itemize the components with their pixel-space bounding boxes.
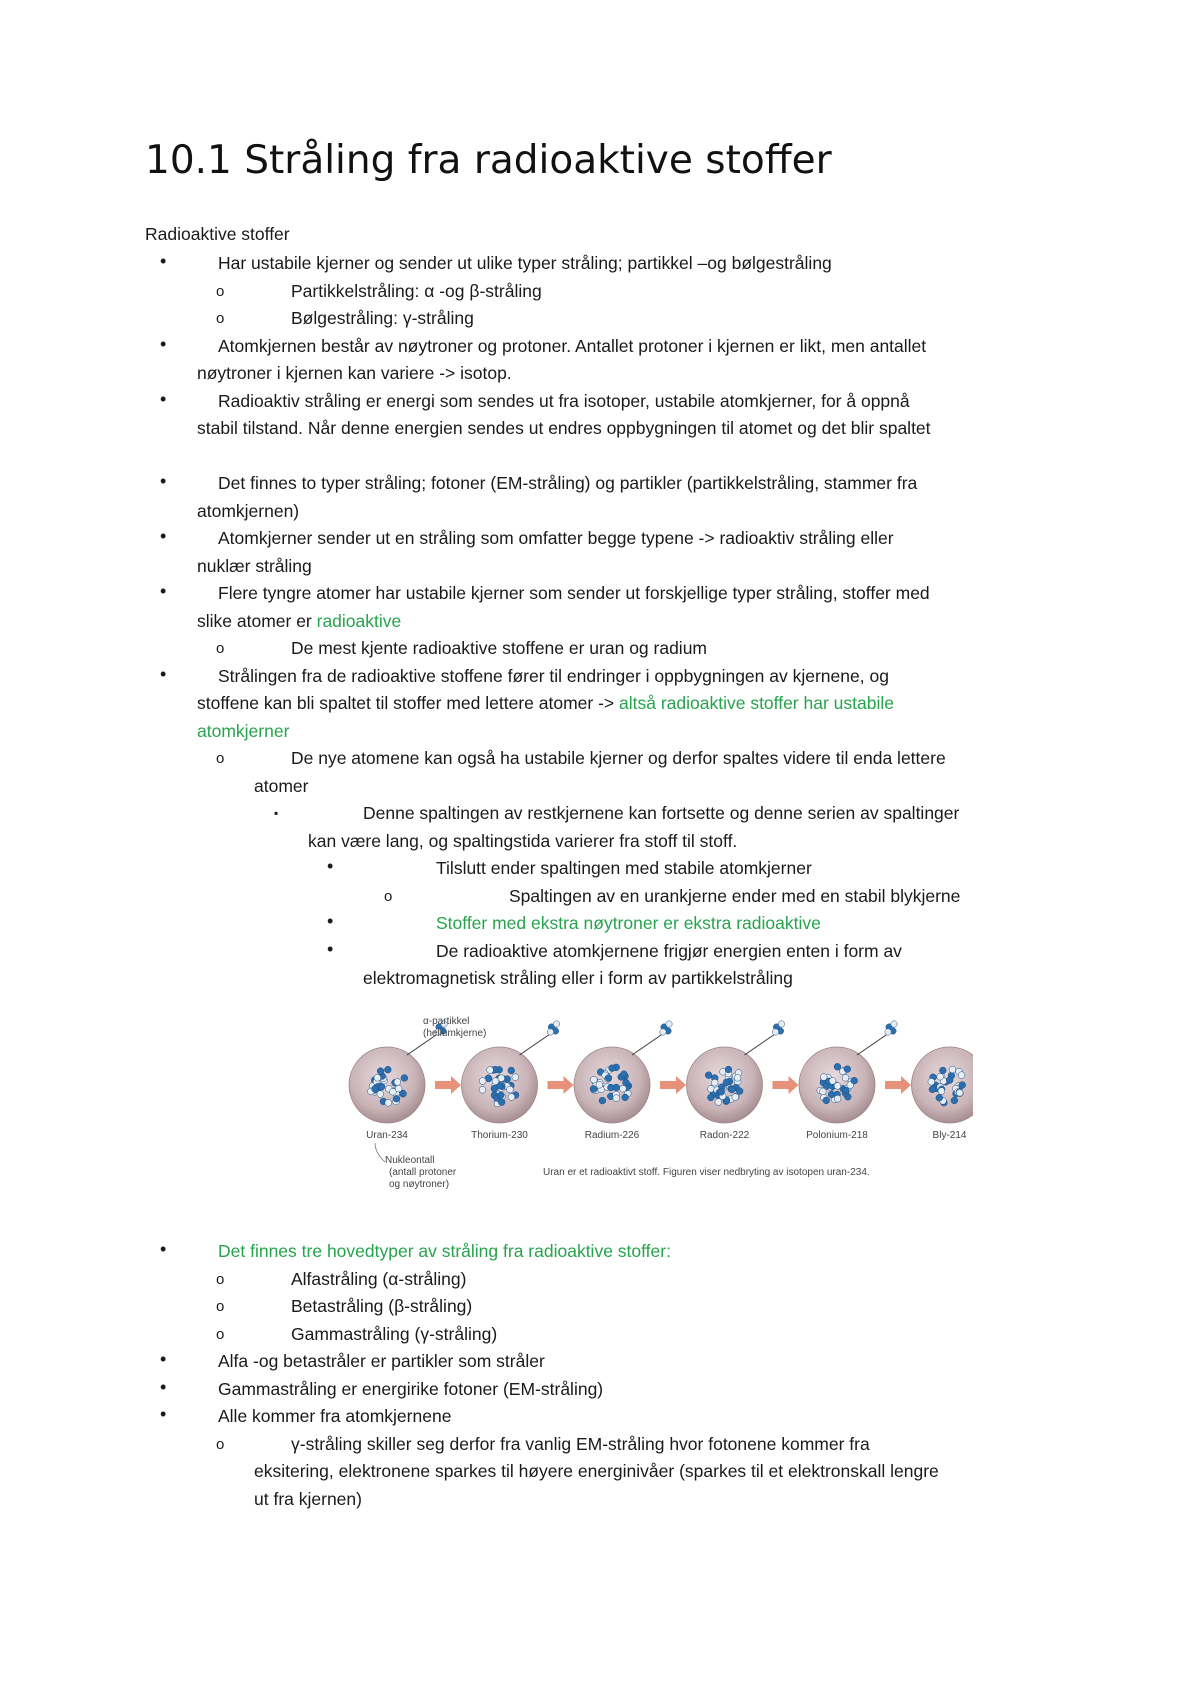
neutron bbox=[842, 1074, 849, 1081]
block3-item-4-line-1 bbox=[0, 1348, 1200, 1376]
block2-item-0-line-2 bbox=[0, 498, 1200, 526]
block3-item-7-line-2 bbox=[0, 1458, 1200, 1486]
text-run: kan være lang, og spaltingstida varierer fra stoff til stoff. bbox=[308, 830, 738, 851]
neutron bbox=[394, 1079, 401, 1086]
bullet-marker: • bbox=[160, 1239, 167, 1259]
proton bbox=[590, 1086, 597, 1093]
alpha-nucleon bbox=[772, 1029, 778, 1035]
bullet-text bbox=[436, 938, 902, 966]
text-run: De nye atomene kan også ha ustabile kjerner og derfor spaltes videre til enda lettere bbox=[291, 748, 946, 768]
bullet-block-3 bbox=[0, 1238, 1200, 1513]
text-run: atomkjernen) bbox=[197, 500, 300, 521]
neutron bbox=[508, 1094, 515, 1101]
proton bbox=[959, 1082, 966, 1089]
bullet-marker: • bbox=[160, 471, 167, 491]
alpha-nucleon bbox=[666, 1021, 672, 1027]
block3-item-0-line-1 bbox=[0, 1238, 1200, 1266]
nucleus-4 bbox=[799, 1047, 875, 1141]
neutron bbox=[820, 1074, 827, 1081]
block3-item-6-line-1 bbox=[0, 1403, 1200, 1431]
bullet-text bbox=[218, 333, 926, 361]
text-run: Tilslutt ender spaltingen med stabile atomkjerner bbox=[436, 858, 812, 878]
block2-item-7-line-1 bbox=[0, 855, 1200, 883]
proton bbox=[605, 1075, 612, 1082]
proton bbox=[951, 1097, 958, 1104]
bullet-text bbox=[218, 525, 894, 553]
proton bbox=[378, 1083, 385, 1090]
proton bbox=[823, 1097, 830, 1104]
proton bbox=[384, 1066, 391, 1073]
bullet-text bbox=[218, 1348, 545, 1376]
text-run: nuklær stråling bbox=[197, 555, 312, 576]
block2-item-4-line-2 bbox=[0, 690, 1200, 718]
nucleus-sphere bbox=[349, 1047, 425, 1123]
proton bbox=[844, 1066, 851, 1073]
nucleus-label: Radon-222 bbox=[699, 1130, 750, 1141]
bullet-text bbox=[291, 1431, 870, 1459]
text-run: Bølgestråling: γ-stråling bbox=[291, 308, 474, 328]
proton bbox=[607, 1084, 614, 1091]
bullet-marker: o bbox=[216, 282, 225, 300]
alpha-nucleon bbox=[553, 1021, 559, 1027]
text-run: Det finnes to typer stråling; fotoner (EM-stråling) og partikler (partikkelstråling, stammer fra bbox=[218, 473, 918, 493]
block2-item-2-line-1 bbox=[0, 580, 1200, 608]
proton bbox=[621, 1071, 628, 1078]
proton bbox=[491, 1085, 498, 1092]
text-run: γ-stråling skiller seg derfor fra vanlig EM-stråling hvor fotonene kommer fra bbox=[291, 1433, 870, 1454]
alpha-nucleon bbox=[778, 1021, 784, 1027]
bullet-text bbox=[291, 745, 946, 773]
text-run: Flere tyngre atomer har ustabile kjerner som sender ut forskjellige typer stråling, stoffer med bbox=[218, 583, 930, 603]
neutron bbox=[620, 1085, 627, 1092]
neutron bbox=[707, 1085, 714, 1092]
proton bbox=[609, 1065, 616, 1072]
page-title: 10.1 Stråling fra radioaktive stoffer bbox=[145, 138, 832, 183]
bullet-text bbox=[218, 470, 917, 498]
bullet-marker: o bbox=[216, 1435, 225, 1453]
nucleus-2 bbox=[574, 1047, 650, 1141]
block2-item-3-line-1 bbox=[0, 635, 1200, 663]
alpha-trajectory bbox=[745, 1033, 777, 1055]
bullet-text bbox=[218, 1403, 451, 1431]
text-run: atomer bbox=[254, 775, 309, 796]
bullet-block-2 bbox=[0, 470, 1200, 993]
neutron bbox=[834, 1082, 841, 1089]
alpha-label-2: (heliumkjerne) bbox=[423, 1028, 487, 1039]
neutron bbox=[734, 1074, 741, 1081]
bullet-text bbox=[254, 773, 308, 801]
neutron bbox=[479, 1086, 486, 1093]
bullet-marker: o bbox=[216, 640, 225, 657]
bullet-text bbox=[254, 1486, 362, 1514]
highlighted-text: radioaktive bbox=[316, 610, 402, 631]
proton bbox=[372, 1085, 379, 1092]
neutron bbox=[834, 1095, 841, 1102]
alpha-particle bbox=[547, 1021, 559, 1035]
neutron bbox=[512, 1074, 519, 1081]
nucleus-label: Bly-214 bbox=[932, 1130, 967, 1141]
decay-arrow bbox=[660, 1076, 686, 1094]
text-run: Alle kommer fra atomkjernene bbox=[218, 1406, 452, 1426]
block2-item-6-line-2 bbox=[0, 828, 1200, 856]
neutron bbox=[487, 1067, 494, 1074]
block1-item-2-line-1 bbox=[0, 305, 1200, 333]
text-run: Betastråling (β-stråling) bbox=[291, 1296, 473, 1316]
block3-item-7-line-1 bbox=[0, 1431, 1200, 1459]
bullet-text bbox=[218, 388, 910, 416]
proton bbox=[723, 1079, 730, 1086]
neutron bbox=[949, 1066, 956, 1073]
bullet-text bbox=[363, 965, 793, 993]
nucleus-label: Thorium-230 bbox=[471, 1130, 528, 1141]
bullet-marker: • bbox=[160, 1376, 167, 1397]
bullet-marker: • bbox=[160, 1404, 167, 1424]
proton bbox=[599, 1097, 606, 1104]
section-heading: Radioaktive stoffer bbox=[145, 224, 290, 244]
neutron bbox=[590, 1076, 597, 1083]
text-run: Partikkelstråling: α -og β-stråling bbox=[291, 280, 542, 301]
proton bbox=[497, 1092, 504, 1099]
proton bbox=[401, 1075, 408, 1082]
highlighted-text: altså radioaktive stoffer har ustabile bbox=[619, 693, 894, 713]
block3-item-1-line-1 bbox=[0, 1266, 1200, 1294]
text-run: De mest kjente radioaktive stoffene er uran og radium bbox=[291, 638, 708, 658]
alpha-trajectory bbox=[520, 1033, 552, 1055]
block2-item-5-line-1 bbox=[0, 745, 1200, 773]
bullet-marker: • bbox=[160, 251, 167, 271]
alpha-nucleon bbox=[891, 1021, 897, 1027]
nukleontall-label-3: og nøytroner) bbox=[389, 1179, 450, 1190]
proton bbox=[718, 1088, 725, 1095]
block2-item-8-line-1 bbox=[0, 883, 1200, 911]
block3-item-7-line-3 bbox=[0, 1486, 1200, 1514]
block3-item-3-line-1 bbox=[0, 1321, 1200, 1349]
bullet-text bbox=[291, 278, 542, 306]
block3-item-2-line-1 bbox=[0, 1293, 1200, 1321]
proton bbox=[946, 1077, 953, 1084]
alpha-particle bbox=[885, 1021, 897, 1035]
bullet-block-1 bbox=[0, 250, 1200, 443]
bullet-text bbox=[197, 498, 299, 526]
proton bbox=[623, 1079, 630, 1086]
proton bbox=[729, 1086, 736, 1093]
nucleus-label: Uran-234 bbox=[366, 1130, 408, 1141]
bullet-text bbox=[254, 1458, 939, 1486]
decay-arrow bbox=[885, 1076, 911, 1094]
text-run: stabil tilstand. Når denne energien sendes ut endres oppbygningen til atomet og det blir spaltet bbox=[197, 418, 931, 438]
bullet-marker: o bbox=[216, 1298, 225, 1315]
proton bbox=[939, 1067, 946, 1074]
bullet-text bbox=[291, 635, 707, 663]
bullet-text bbox=[197, 718, 289, 746]
bullet-marker: o bbox=[216, 310, 225, 327]
proton bbox=[377, 1068, 384, 1075]
block1-item-1-line-1 bbox=[0, 278, 1200, 306]
text-run: Atomkjernen består av nøytroner og protoner. Antallet protoner i kjernen er likt, men antallet bbox=[218, 335, 927, 356]
bullet-text bbox=[291, 305, 474, 333]
bullet-text bbox=[436, 855, 812, 883]
bullet-marker: • bbox=[160, 663, 167, 684]
nucleus-1 bbox=[462, 1047, 538, 1141]
neutron bbox=[596, 1081, 603, 1088]
figure-caption: Uran er et radioaktivt stoff. Figuren viser nedbryting av isotopen uran-234. bbox=[543, 1167, 870, 1178]
alpha-particle bbox=[660, 1021, 672, 1035]
nucleus-5 bbox=[912, 1047, 974, 1141]
nucleus-0 bbox=[349, 1047, 425, 1141]
neutron bbox=[715, 1099, 722, 1106]
block2-item-4-line-3 bbox=[0, 718, 1200, 746]
proton bbox=[707, 1094, 714, 1101]
text-run: Gammastråling er energirike fotoner (EM-stråling) bbox=[218, 1378, 604, 1399]
bullet-text bbox=[218, 580, 930, 608]
text-run: Spaltingen av en urankjerne ender med en stabil blykjerne bbox=[509, 885, 961, 906]
neutron bbox=[819, 1088, 826, 1095]
text-run: Denne spaltingen av restkjernene kan fortsette og denne serien av spaltinger bbox=[363, 803, 960, 823]
neutron bbox=[928, 1078, 935, 1085]
proton bbox=[936, 1094, 943, 1101]
bullet-text bbox=[291, 1321, 497, 1349]
decay-figure bbox=[345, 1013, 973, 1191]
decay-arrow bbox=[548, 1076, 574, 1094]
block2-item-4-line-1 bbox=[0, 663, 1200, 691]
nukleontall-pointer bbox=[375, 1143, 385, 1162]
block2-item-1-line-1 bbox=[0, 525, 1200, 553]
neutron bbox=[711, 1079, 718, 1086]
highlighted-text: Stoffer med ekstra nøytroner er ekstra radioaktive bbox=[436, 913, 821, 933]
block2-item-10-line-2 bbox=[0, 965, 1200, 993]
neutron bbox=[395, 1085, 402, 1092]
neutron bbox=[937, 1073, 944, 1080]
bullet-text bbox=[363, 800, 959, 828]
alpha-trajectory bbox=[632, 1033, 664, 1055]
bullet-marker: • bbox=[327, 938, 334, 959]
nucleus-3 bbox=[687, 1047, 763, 1141]
bullet-marker: • bbox=[327, 856, 334, 876]
neutron bbox=[958, 1072, 965, 1079]
text-run: stoffene kan bli spaltet til stoffer med lettere atomer -> bbox=[197, 693, 619, 713]
alpha-particle bbox=[772, 1021, 784, 1035]
proton bbox=[725, 1066, 732, 1073]
bullet-marker: • bbox=[327, 911, 334, 931]
text-run: Har ustabile kjerner og sender ut ulike typer stråling; partikkel –og bølgestråling bbox=[218, 253, 832, 273]
nucleus-label: Polonium-218 bbox=[806, 1130, 868, 1141]
text-run: nøytroner i kjernen kan variere -> isotop. bbox=[197, 363, 512, 383]
bullet-text bbox=[197, 415, 931, 443]
neutron bbox=[956, 1089, 963, 1096]
bullet-text bbox=[308, 828, 737, 856]
block2-item-6-line-1 bbox=[0, 800, 1200, 828]
neutron bbox=[479, 1078, 486, 1085]
text-run: De radioaktive atomkjernene frigjør energien enten i form av bbox=[436, 940, 902, 961]
bullet-marker: o bbox=[216, 1270, 225, 1288]
text-run: Alfa -og betastråler er partikler som stråler bbox=[218, 1351, 545, 1371]
bullet-text bbox=[197, 608, 401, 636]
proton bbox=[851, 1077, 858, 1084]
text-run: ut fra kjernen) bbox=[254, 1488, 362, 1509]
bullet-marker: • bbox=[160, 526, 167, 546]
neutron bbox=[377, 1091, 384, 1098]
text-run: Alfastråling (α-stråling) bbox=[291, 1268, 467, 1289]
bullet-marker: • bbox=[160, 581, 167, 601]
neutron bbox=[374, 1074, 381, 1081]
bullet-marker: o bbox=[216, 750, 225, 767]
neutron bbox=[732, 1094, 739, 1101]
block1-item-3-line-1 bbox=[0, 333, 1200, 361]
proton bbox=[508, 1067, 515, 1074]
proton bbox=[929, 1086, 936, 1093]
block3-item-5-line-1 bbox=[0, 1376, 1200, 1404]
alpha-nucleon bbox=[885, 1029, 891, 1035]
block1-item-0-line-1 bbox=[0, 250, 1200, 278]
text-run: Radioaktiv stråling er energi som sendes ut fra isotoper, ustabile atomkjerner, for å oppnå bbox=[218, 390, 910, 411]
block1-item-4-line-2 bbox=[0, 415, 1200, 443]
block2-item-9-line-1 bbox=[0, 910, 1200, 938]
text-run: slike atomer er bbox=[197, 610, 317, 631]
alpha-trajectory bbox=[857, 1033, 889, 1055]
highlighted-text: atomkjerner bbox=[197, 720, 290, 741]
neutron bbox=[385, 1099, 392, 1106]
text-run: eksitering, elektronene sparkes til høyere energinivåer (sparkes til et elektronskall lengre bbox=[254, 1461, 939, 1481]
bullet-text bbox=[436, 910, 821, 938]
bullet-text bbox=[197, 553, 312, 581]
bullet-text bbox=[509, 883, 960, 911]
text-run: elektromagnetisk stråling eller i form av partikkelstråling bbox=[363, 968, 793, 988]
bullet-text bbox=[218, 1238, 671, 1266]
bullet-marker: • bbox=[160, 1349, 167, 1369]
bullet-marker: • bbox=[160, 333, 167, 354]
neutron bbox=[938, 1088, 945, 1095]
highlighted-text: Det finnes tre hovedtyper av stråling fra radioaktive stoffer: bbox=[218, 1241, 671, 1261]
block2-item-0-line-1 bbox=[0, 470, 1200, 498]
text-run: Gammastråling (γ-stråling) bbox=[291, 1323, 498, 1344]
proton bbox=[843, 1087, 850, 1094]
proton bbox=[834, 1063, 841, 1070]
neutron bbox=[613, 1095, 620, 1102]
alpha-label-1: α-partikkel bbox=[423, 1016, 470, 1027]
bullet-text bbox=[218, 663, 889, 691]
bullet-text bbox=[291, 1293, 472, 1321]
proton bbox=[622, 1094, 629, 1101]
neutron bbox=[507, 1086, 514, 1093]
decay-arrow bbox=[435, 1076, 461, 1094]
bullet-text bbox=[218, 1376, 603, 1404]
nucleus-label: Radium-226 bbox=[584, 1130, 640, 1141]
bullet-text bbox=[197, 690, 894, 718]
text-run: Strålingen fra de radioaktive stoffene fører til endringer i oppbygningen av kjernene, og bbox=[218, 665, 889, 686]
alpha-nucleon bbox=[547, 1029, 553, 1035]
bullet-marker: o bbox=[216, 1325, 225, 1343]
block2-item-5-line-2 bbox=[0, 773, 1200, 801]
bullet-marker: o bbox=[384, 887, 393, 905]
block2-item-2-line-2 bbox=[0, 608, 1200, 636]
nukleontall-label-2: (antall protoner bbox=[389, 1167, 457, 1178]
text-run: Atomkjerner sender ut en stråling som omfatter begge typene -> radioaktiv stråling eller bbox=[218, 528, 894, 548]
bullet-marker: • bbox=[160, 388, 167, 409]
proton bbox=[705, 1072, 712, 1079]
bullet-text bbox=[197, 360, 512, 388]
block1-item-4-line-1 bbox=[0, 388, 1200, 416]
alpha-nucleon bbox=[660, 1029, 666, 1035]
bullet-text bbox=[218, 250, 832, 278]
block2-item-10-line-1 bbox=[0, 938, 1200, 966]
bullet-marker: ▪ bbox=[274, 806, 279, 820]
decay-arrow bbox=[773, 1076, 799, 1094]
block2-item-1-line-2 bbox=[0, 553, 1200, 581]
block1-item-3-line-2 bbox=[0, 360, 1200, 388]
proton bbox=[393, 1095, 400, 1102]
bullet-text bbox=[291, 1266, 466, 1294]
neutron bbox=[492, 1078, 499, 1085]
nukleontall-label-1: Nukleontall bbox=[385, 1155, 435, 1166]
